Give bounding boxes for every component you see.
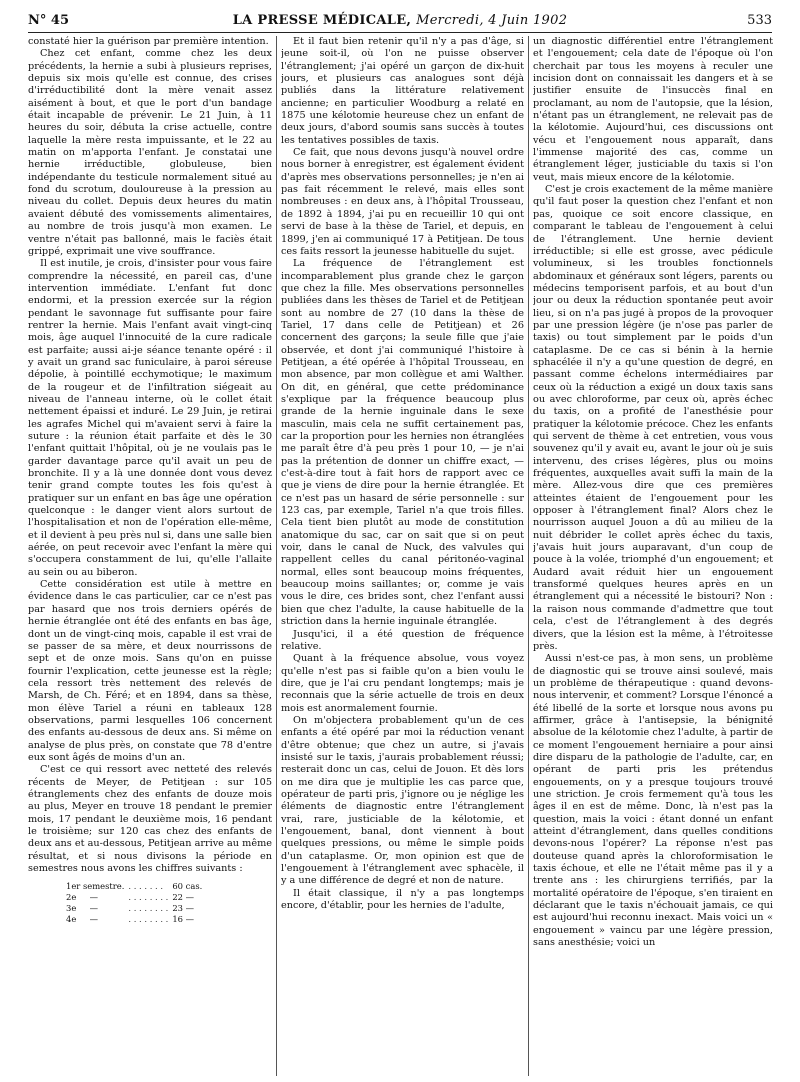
column-divider	[276, 36, 277, 1076]
semester-label: 4e —	[66, 914, 98, 925]
semester-value: 23 —	[172, 903, 195, 914]
semester-label: 1er semestre.	[66, 881, 125, 892]
page-number: 533	[747, 12, 772, 28]
paragraph: Il est inutile, je crois, d'insister pour vous faire comprendre la nécessité, en pareil cas, d'une intervention immédiate. L'enfant fut donc endormi, et la pression exercée sur la région pendant le savonnage fut suffisante pour faire rentrer la hernie. Mais l'enfant avait vingt-cinq mois, âge auquel l'innocuité de la cure radicale est parfaite; aussi ai-je séance tenante opéré : il y avait un grand sac funiculaire, à paroi séreuse dépolie, à pointillé ecchymotique; le maximum de la rougeur et de l'infiltration siégeait au niveau de l'anneau interne, où le collet était nettement épaissi et induré. Le 29 Juin, je retirai les agrafes Michel qui m'avaient servi à faire la suture : la réunion était parfaite et dès le 30 l'enfant quittait l'hôpital, où je ne voulais pas le garder davantage parce qu'il avait un peu de bronchite. Il y a là une donnée dont vous devez tenir grand compte toutes les fois qu'est à pratiquer sur un enfant en bas âge une opération quelconque : le danger vient alors surtout de l'hospitalisation et non de l'opération elle-même, et il devient à peu près nul si, dans une salle bien aérée, on peut recevoir avec l'enfant la mère qui s'occupera constamment de lui, qu'elle l'allaite au sein ou au biberon.	[28, 258, 272, 578]
semester-label: 2e —	[66, 892, 98, 903]
page-header	[28, 8, 772, 33]
semester-label: 3e —	[66, 903, 98, 914]
paragraph: Cette considération est utile à mettre en évidence dans le cas particulier, car ce n'est pas par hasard que nos trois derniers opérés de hernie étranglée ont été des enfants en bas âge, dont un de vingt-cinq mois, capable il est vrai de se passer de sa mère, et deux nourrissons de sept et de onze mois. Sans qu'on en puisse fournir l'explication, cette jeunesse est la règle; cela ressort très nettement des relevés de Marsh, de Ch. Féré; et en 1894, dans sa thèse, mon élève Tariel a réuni en tableaux 128 observations, parmi lesquelles 106 concernent des enfants au-dessous de deux ans. Si même on analyse de plus près, on constate que 78 d'entre eux sont âgés de moins d'un an.	[28, 579, 272, 763]
table-row	[64, 914, 204, 925]
paragraph: Jusqu'ici, il a été question de fréquence relative.	[281, 628, 524, 652]
leader-dots: . . . . . . . .	[128, 903, 169, 914]
paragraph: Aussi n'est-ce pas, à mon sens, un problème de diagnostic qui se trouve ainsi soulevé, mais un problème de thérapeutique : quand devons-nous intervenir, et comment? Lorsque l'énoncé a été libellé de la sorte et lorsque nous avons pu affirmer, grâce à l'antisepsie, la bénignité absolue de la kélotomie chez l'adulte, à partir de ce moment l'engouement herniaire a pour ainsi dire disparu de la pathologie de l'adulte, car, en opérant de parti pris les prétendus engouements, on y a presque toujours trouvé une striction. Je crois fermement qu'à tous les âges il en est de même. Donc, là n'est pas la question, mais la voici : étant donné un enfant atteint d'étranglement, dans quelles conditions devons-nous l'opérer? La réponse n'est pas douteuse quand après la chloroformisation le taxis échoue, et elle ne l'était même pas il y a trente ans : les chirurgiens terrifiés, par la mortalité opératoire de l'époque, s'en tiraient en déclarant que le taxis n'échouait jamais, ce qui est aujourd'hui reconnu inexact. Mais voici un « engouement » vaincu par une légère pression, sans anesthésie; voici un	[533, 653, 773, 949]
issue-date: Mercredi, 4 Juin 1902	[416, 12, 568, 28]
paragraph: Quant à la fréquence absolue, vous voyez qu'elle n'est pas si faible qu'on a bien voulu le dire, que je l'ai cru pendant longtemps; mais je reconnais que la série actuelle de trois en deux mois est anormalement fournie.	[281, 653, 524, 714]
paragraph: Chez cet enfant, comme chez les deux précédents, la hernie a subi à plusieurs reprises, depuis six mois qu'elle est connue, des crises d'irréductibilité dont la mère venait assez aisément à bout, et que le port d'un bandage était incapable de prévenir. Le 21 Juin, à 11 heures du soir, débuta la crise actuelle, contre laquelle la mère resta impuissante, et le 22 au matin on m'apporta l'enfant. Je constatai une hernie irréductible, globuleuse, bien indépendante du testicule normalement situé au fond du scrotum, douloureuse à la pression au niveau du collet. Depuis deux heures du matin avaient débuté des vomissements alimentaires, au nombre de trois jusqu'à mon examen. Le ventre n'était pas ballonné, mais le faciès était grippé, exprimait une vive souffrance.	[28, 48, 272, 257]
paragraph: constaté hier la guérison par première intention.	[28, 36, 269, 47]
semester-value: 22 —	[172, 892, 195, 903]
table-row	[64, 881, 204, 892]
paragraph: Et il faut bien retenir qu'il n'y a pas d'âge, si jeune soit-il, où l'on ne puisse observer l'étranglement; j'ai opéré un garçon de dix-huit jours, et plusieurs cas analogues sont déjà publiés dans la littérature relativement ancienne; en particulier Woodburg a relaté en 1875 une kélotomie heureuse chez un enfant de deux jours, d'abord soumis sans succès à toutes les tentatives possibles de taxis.	[281, 36, 524, 146]
paragraph: C'est ce qui ressort avec netteté des relevés récents de Meyer, de Petitjean : sur 105 étranglements chez des enfants de douze mois au plus, Meyer en trouve 18 pendant le premier mois, 17 pendant le deuxième mois, 16 pendant le troisième; sur 120 cas chez des enfants de deux ans et au-dessous, Petitjean arrive au même résultat, et si nous divisons la période en semestres nous avons les chiffres suivants :	[28, 764, 272, 875]
paragraph: Ce fait, que nous devons jusqu'à nouvel ordre nous borner à enregistrer, est également évident d'après mes observations personnelles; je n'en ai pas fait récemment le relevé, mais elles sont nombreuses : en deux ans, à l'hôpital Trousseau, de 1892 à 1894, j'ai pu en recueillir 10 qui ont servi de base à la thèse de Tariel, et depuis, en 1899, j'en ai communiqué 17 à Petitjean. De tous ces faits ressort la jeunesse habituelle du sujet.	[281, 147, 524, 257]
leader-dots: . . . . . . . .	[128, 892, 169, 903]
semester-value: 16 —	[172, 914, 195, 925]
column-1	[28, 36, 272, 1076]
column-2	[281, 36, 524, 1076]
journal-name: LA PRESSE MÉDICALE,	[232, 12, 412, 28]
column-divider	[528, 36, 529, 1076]
semester-table	[64, 881, 204, 925]
paragraph: un diagnostic différentiel entre l'étranglement et l'engouement; cela date de l'époque où l'on cherchait par tous les moyens à reculer une incision dont on connaissait les dangers et à se justifier ensuite de l'insuccès final en proclamant, au nom de l'autopsie, que la lésion, n'étant pas un étranglement, ne relevait pas de la kélotomie. Aujourd'hui, ces discussions ont vécu et l'engouement nous apparaît, dans l'immense majorité des cas, comme un étranglement léger, justiciable du taxis si l'on veut, mais mieux encore de la kélotomie.	[533, 36, 773, 183]
paragraph: La fréquence de l'étranglement est incomparablement plus grande chez le garçon que chez la fille. Mes observations personnelles publiées dans les thèses de Tariel et de Petitjean sont au nombre de 27 (10 dans la thèse de Tariel, 17 dans celle de Petitjean) et 26 concernent des garçons; la seule fille que j'aie observée, et dont j'ai communiqué l'histoire à Petitjean, a été opérée à l'hôpital Trousseau, en mon absence, par mon collègue et ami Walther. On dit, en général, que cette prédominance s'explique par la fréquence beaucoup plus grande de la hernie inguinale dans le sexe masculin, mais cela ne suffit certainement pas, car la proportion pour les hernies non étranglées me paraît être d'à peu près 1 pour 10, — je n'ai pas la prétention de donner un chiffre exact, — c'est-à-dire tout à fait hors de rapport avec ce que je viens de dire pour la hernie étranglée. Et ce n'est pas un hasard de série personnelle : sur 123 cas, par exemple, Tariel n'a que trois filles. Cela tient bien plutôt au mode de constitution anatomique du sac, car on sait que si on peut voir, dans le canal de Nuck, des valvules qui rappellent celles du canal péritonéo-vaginal normal, elles sont beaucoup moins fréquentes, beaucoup moins saillantes; or, comme je vais vous le dire, ces brides sont, chez l'enfant aussi bien que chez l'adulte, la cause habituelle de la striction dans la hernie inguinale étranglée.	[281, 258, 524, 628]
paragraph: On m'objectera probablement qu'un de ces enfants a été opéré par moi la réduction venant d'être obtenue; que chez un autre, si j'avais insisté sur le taxis, j'aurais probablement réussi; resterait donc un cas, celui de Jouon. Et dès lors on me dira que je multiplie les cas parce que, opérateur de parti pris, j'ignore ou je néglige les éléments de diagnostic entre l'étranglement vrai, rare, justiciable de la kélotomie, et l'engouement, banal, dont viennent à bout quelques pressions, ou même le simple poids d'un cataplasme. Or, mon opinion est que de l'engouement à l'étranglement avec sphacèle, il y a une différence de degré et non de nature.	[281, 714, 524, 887]
column-3	[533, 36, 773, 1076]
issue-number: N° 45	[28, 12, 69, 28]
paragraph: C'est je crois exactement de la même manière qu'il faut poser la question chez l'enfant et non pas, quoique ce soit encore classique, en comparant le tableau de l'engouement à celui de l'étranglement. Une hernie devient irréductible; si elle est grosse, avec pédicule volumineux, si les troubles fonctionnels abdominaux et généraux sont légers, parents ou médecins temporisent parfois, et au bout d'un jour ou deux la réduction spontanée peut avoir lieu, si on n'a pas jugé à propos de la provoquer par une pression légère (je n'ose pas parler de taxis) ou tout simplement par le poids d'un cataplasme. De ce cas si bénin à la hernie sphacélée il n'y a qu'une question de degré, en passant comme échelons intermédiaires par ceux où la réduction a exigé un doux taxis sans ou avec chloroforme, par ceux où, après échec du taxis, on a profité de l'anesthésie pour pratiquer la kélotomie précoce. Chez les enfants qui servent de thème à cet entretien, vous vous souvenez qu'il y avait eu, avant le jour où je suis intervenu, des crises légères, plus ou moins fréquentes, auxquelles avait suffi la main de la mère. Allez-vous dire que ces premières atteintes étaient de l'engouement pour les opposer à l'étranglement final? Alors chez le nourrisson auquel Jouon a dû au milieu de la nuit débrider le collet après échec du taxis, j'avais huit jours auparavant, d'un coup de pouce à la volée, triomphé d'un engouement; et Audard avait réduit hier un engouement transformé quelques heures après en un étranglement qui a nécessité le bistouri? Non : la raison nous commande d'admettre que tout cela, c'est de l'étranglement à des degrés divers, que la lésion est la même, à l'étroitesse près.	[533, 184, 773, 652]
table-row	[64, 892, 204, 903]
paragraph: Il était classique, il n'y a pas longtemps encore, d'établir, pour les hernies de l'adulte,	[281, 887, 524, 912]
table-row	[64, 903, 204, 914]
leader-dots: . . . . . . .	[128, 881, 163, 892]
semester-value: 60 cas.	[172, 881, 203, 892]
leader-dots: . . . . . . . .	[128, 914, 169, 925]
journal-title	[118, 13, 682, 28]
